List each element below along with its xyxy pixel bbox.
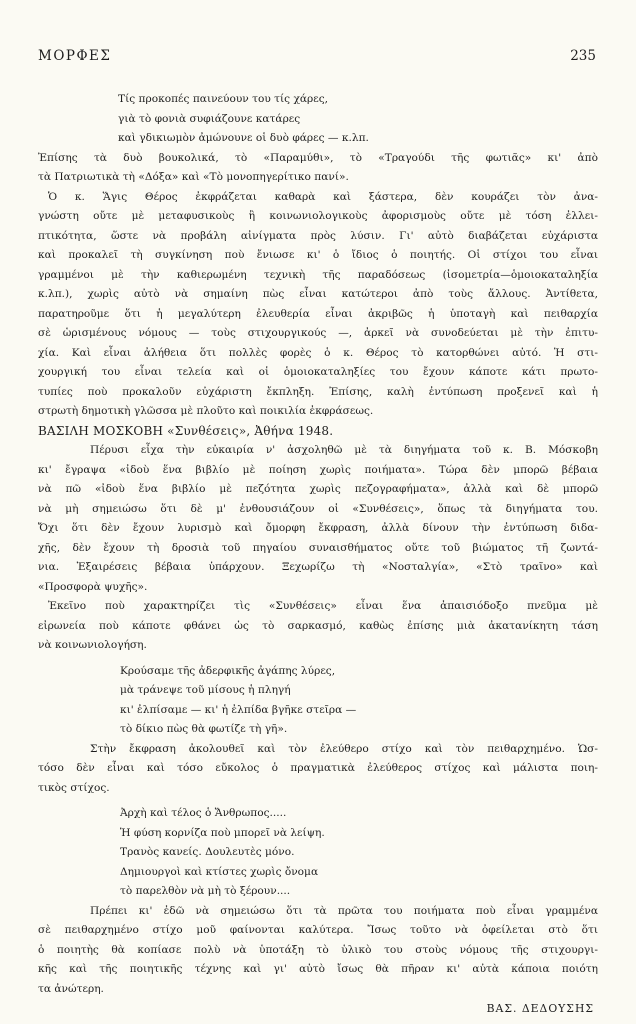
text-line: Στὴν ἔκφραση ἀκολουθεῖ καὶ τὸν ἐλεύθερο στίχο καὶ τὸν πειθαρχημένο. Ὡσ-	[90, 742, 598, 755]
text-line: σὲ ὡρισμένους νόμους — τοὺς στιχουργικούς —, ἀρκεῖ νὰ συνοδεύεται μὲ τὴν ἐπιτυ-	[38, 327, 598, 339]
text-line: τα ἀνώτερη.	[38, 982, 104, 995]
text-line: Ἐκεῖνο ποὺ χαρακτηρίζει τὶς «Συνθέσεις» εἶναι ἕνα ἀπαισιόδοξο πνεῦμα μὲ	[48, 600, 598, 612]
page-number: 235	[570, 48, 596, 64]
text-line: τυπίες ποὺ προκαλοῦν εὐχάριστη ἔκπληξη. Ἐπίσης, καλὴ ἐντύπωση προξενεῖ καὶ ἡ	[38, 385, 598, 398]
text-line: κι' ἔγραψα «ἰδοὺ ἕνα βιβλίο μὲ ποίηση χωρὶς ποιήματα». Τώρα δὲν μπορῶ βέβαια	[38, 463, 598, 476]
text-line: κῆς καὶ τῆς ποιητικῆς τέχνης καὶ γι' αὐτὸ ἴσως θὰ πῆραν κι' αὐτὰ κάποια ποιότη	[38, 963, 598, 975]
text-line: εἰρωνεία ποὺ κάποτε φθάνει ὡς τὸ σαρκασμό, καθὼς ἐπίσης μιὰ ἀκατανίκητη τάση	[38, 619, 598, 632]
text-line: παρατηροῦμε ὅτι ἡ μεγαλύτερη ἐλευθερία εἶναι ἀκριβῶς ἡ ὑποταγὴ καὶ πειθαρχία	[38, 307, 598, 320]
text-line: γραμμένοι μὲ τὴν καθιερωμένη τεχνικὴ τῆς παραδόσεως (ἰσομετρία—ὁμοιοκαταληξία	[38, 268, 598, 281]
text-line: χῆς, δὲν ἔχουν τὴ δροσιὰ τοῦ πηγαίου συναισθήματος οὔτε τοῦ βιώματος τῆ ζωντά-	[38, 541, 598, 554]
page-header	[38, 48, 596, 70]
text-line: τὰ Πατριωτικὰ τὴ «Δόξα» καὶ «Τὸ μονοπηγερίτικο πανί».	[38, 171, 349, 183]
journal-title: ΜΟΡΦΕΣ	[38, 48, 112, 64]
verse-line: Ἡ φύση κορνίζα ποὺ μπορεῖ νὰ λείψη.	[120, 826, 325, 839]
text-line: τόσο δὲν εἶναι καὶ τόσο εὔκολος ὁ πραγματικὰ ἐλεύθερος στίχος καὶ μάλιστα ποιη-	[38, 762, 598, 774]
verse-line: καὶ γδικιωμὸν ἀμώνουνε οἱ δυὸ φάρες — κ.λπ.	[118, 132, 369, 144]
text-line: νὰ μὴ σημειώσω ὅτι δὲ μ' ἐνθουσιάζουν οἱ «Συνθέσεις», ὅπως τὰ διηγήματα του.	[38, 502, 598, 515]
verse-line: Δημιουργοὶ καὶ κτίστες χωρὶς ὄνομα	[120, 865, 319, 878]
text-line: σὲ πειθαρχημένο στίχο μοῦ φαίνονται καλύτερα. Ἴσως τοῦτο νὰ ὀφείλεται στὸ ὅτι	[38, 924, 598, 936]
verse-line: Κρούσαμε τῆς ἀδερφικῆς ἀγάπης λύρες,	[120, 664, 336, 677]
text-line: τικὸς στίχος.	[38, 781, 110, 794]
text-line: Πέρυσι εἶχα τὴν εὐκαιρία ν' ἀσχοληθῶ μὲ τὰ διηγήματα τοῦ κ. Β. Μόσκοβη	[90, 444, 598, 456]
text-line: νὰ πῶ «ἰδοὺ ἕνα βιβλίο μὲ πεζότητα χωρὶς πεζογραφήματα», ἀλλὰ καὶ δὲ μπορῶ	[38, 483, 598, 495]
text-line: ὁ ποιητὴς θὰ κοπίασε πολὺ νὰ ὑποτάξη τὸ ὑλικὸ του στοὺς νόμους τῆς στιχουργι-	[38, 943, 598, 956]
author-signature: ΒΑΣ. ΔΕΔΟΥΣΗΣ	[486, 1002, 594, 1015]
text-line: χουργική του εἶναι τελεία καὶ οἱ ὁμοιοκαταληξίες του ἔχουν κάποτε κάτι πρωτο-	[38, 366, 598, 378]
text-line: κ.λπ.), χωρὶς αὐτὸ νὰ σημαίνη πὼς εἶναι κατώτεροι ἀπὸ τοὺς ἄλλους. Ἀντίθετα,	[38, 288, 598, 300]
text-line: καὶ προκαλεῖ τὴ συγκίνηση ποὺ ἔνιωσε κι' ὁ ἴδιος ὁ ποιητής. Οἱ στίχοι του εἶναι	[38, 249, 598, 261]
verse-line: κι' ἐλπίσαμε — κι' ἡ ἐλπίδα βγῆκε στεῖρα —	[120, 703, 357, 716]
text-line: στρωτὴ δημοτικὴ γλῶσσα μὲ πλοῦτο καὶ ποικιλία ἐκφράσεως.	[38, 405, 374, 417]
text-line: γνώστη οὔτε μὲ μεταφυσικοὺς ἢ κοινωνιολογικοὺς ἀφορισμοὺς οὔτε μὲ τόση ἐλλει-	[38, 210, 598, 222]
text-line: πτικότητα, ὥστε νὰ προβάλη αἰνίγματα πρὸς λύσιν. Γι' αὐτὸ διαβάζεται εὐχάριστα	[38, 229, 598, 242]
text-line: Ὄχι ὅτι δὲν ἔχουν λυρισμὸ καὶ ὄμορφη ἔκφραση, ἀλλὰ δίνουν τὴν ἐντύπωση διδα-	[38, 522, 598, 534]
verse-line: τὸ παρελθὸν νὰ μὴ τὸ ξέρουν....	[120, 885, 291, 897]
text-line: Ἐπίσης τὰ δυὸ βουκολικά, τὸ «Παραμύθι», τὸ «Τραγούδι τῆς φωτιᾶς» κι' ἀπὸ	[38, 151, 598, 164]
text-line: «Προσφορὰ ψυχῆς».	[38, 580, 148, 593]
verse-line: τὸ δίκιο πὼς θὰ φωτίζε τὴ γῆ».	[120, 723, 288, 735]
verse-line: Τρανὸς κανείς. Δουλευτὲς μόνο.	[120, 846, 295, 858]
text-line: Ὁ κ. Ἅγις Θέρος ἐκφράζεται καθαρὰ καὶ ξάστερα, δὲν κουράζει τὸν ἀνα-	[48, 190, 598, 203]
book-heading: ΒΑΣΙΛΗ ΜΟΣΚΟΒΗ «Συνθέσεις», Ἀθήνα 1948.	[38, 423, 334, 438]
text-line: Πρέπει κι' ἐδῶ νὰ σημειώσω ὅτι τὰ πρῶτα του ποιήματα ποὺ εἶναι γραμμένα	[90, 904, 598, 917]
verse-line: Ἀρχὴ καὶ τέλος ὁ Ἄνθρωπος.....	[120, 807, 287, 819]
verse-line: γιὰ τὸ φονιὰ συφιάζουνε κατάρες	[118, 112, 301, 125]
verse-line: Τίς προκοπές παινεύουν του τίς χάρες,	[118, 93, 329, 105]
text-line: νὰ κοινωνιολογήση.	[38, 639, 147, 651]
verse-line: μὰ τράνεψε τοῦ μίσους ἡ πληγή	[120, 684, 291, 696]
text-line: νια. Ἐξαιρέσεις βέβαια ὑπάρχουν. Ξεχωρίζω τὴ «Νοσταλγία», «Στὸ τραῖνο» καὶ	[38, 561, 598, 573]
text-line: χία. Καὶ εἶναι ἀλήθεια ὅτι πολλὲς φορὲς ὁ κ. Θέρος τὸ κατορθώνει αὐτό. Ἡ στι-	[38, 346, 598, 359]
article-body	[38, 90, 598, 1019]
